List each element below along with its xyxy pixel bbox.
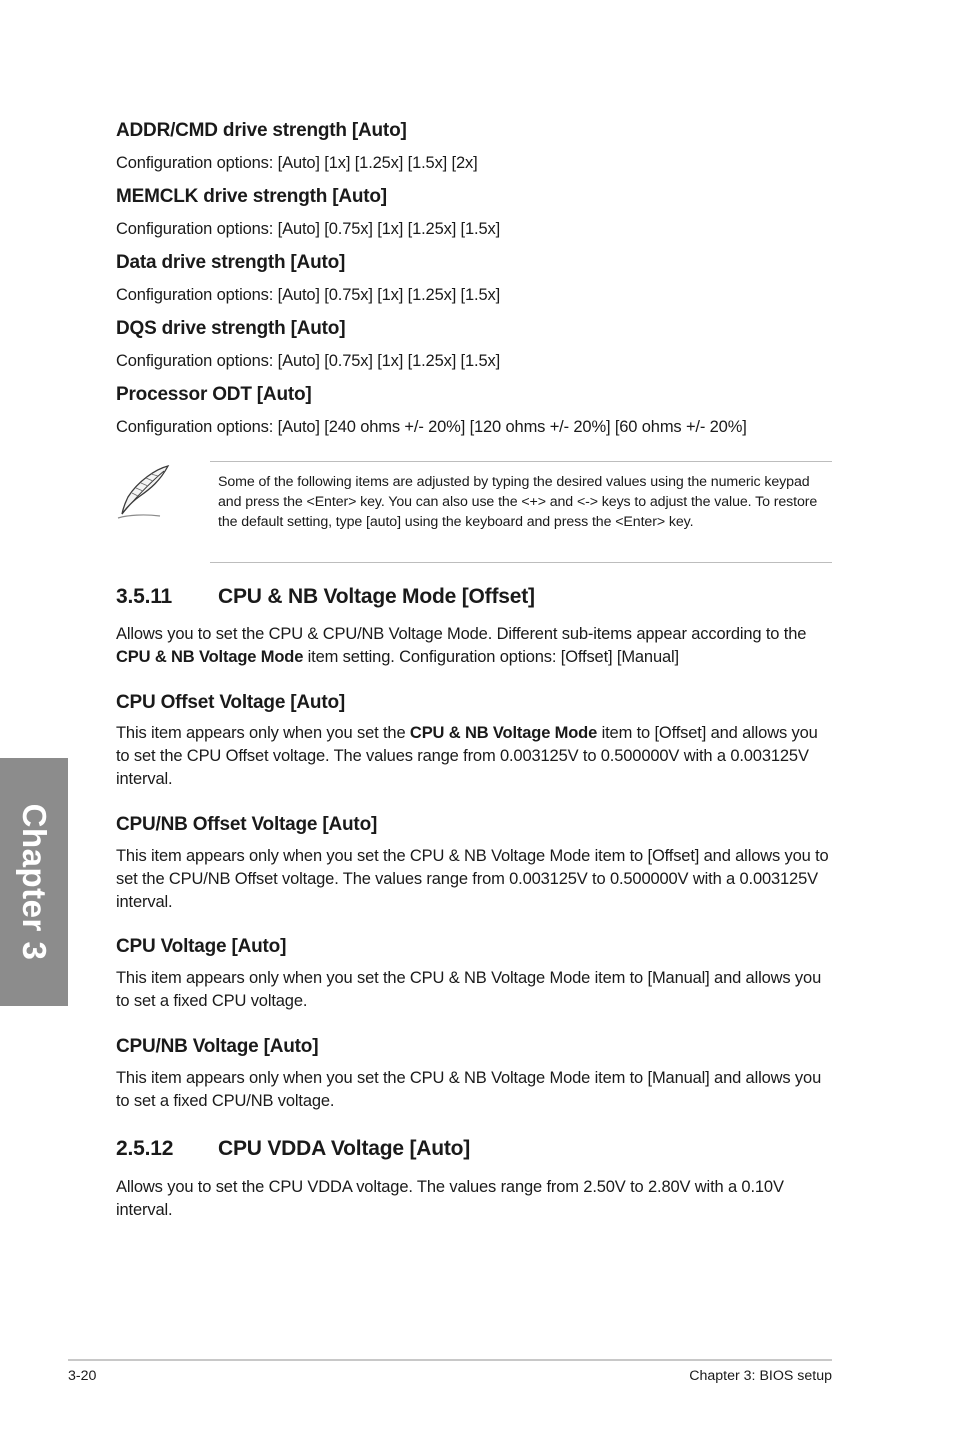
section-heading-3-5-11 (116, 585, 535, 609)
item-options-processor-odt: Configuration options: [Auto] [240 ohms +/- 20%] [120 ohms +/- 20%] [60 ohms +/- 20%] (116, 418, 747, 436)
item-heading-processor-odt: Processor ODT [Auto] (116, 384, 312, 405)
item-desc-cpu-offset (116, 722, 832, 791)
section-desc-2-5-12: Allows you to set the CPU VDDA voltage. The values range from 2.50V to 2.80V with a 0.10V interval. (116, 1178, 784, 1219)
intro-text-after: item setting. Configuration options: [Offset] [Manual] (303, 648, 679, 666)
item-options-data-drive: Configuration options: [Auto] [0.75x] [1x] [1.25x] [1.5x] (116, 286, 501, 304)
cpu-offset-text-after: item to [Offset] and allows you to set the CPU Offset voltage. The values range from 0.003125V to 0.500000V with a 0.003125V interval. (116, 724, 818, 788)
note-box (210, 461, 832, 563)
item-options-addr-cmd: Configuration options: [Auto] [1x] [1.25x] [1.5x] [2x] (116, 154, 478, 172)
item-heading-addr-cmd: ADDR/CMD drive strength [Auto] (116, 120, 407, 141)
item-heading-cpu-offset: CPU Offset Voltage [Auto] (116, 692, 345, 713)
cpu-offset-text-before: This item appears only when you set the (116, 724, 410, 742)
item-options-dqs-drive: Configuration options: [Auto] [0.75x] [1x] [1.25x] [1.5x] (116, 352, 501, 370)
item-desc-cpunb-offset: This item appears only when you set the CPU & NB Voltage Mode item to [Offset] and allows you to set the CPU/NB Offset voltage. The values range from 0.003125V to 0.500000V with a 0.003125V interval. (116, 847, 829, 911)
section-intro-3-5-11 (116, 623, 832, 669)
item-heading-cpunb-voltage: CPU/NB Voltage [Auto] (116, 1036, 319, 1057)
intro-text-before: Allows you to set the CPU & CPU/NB Voltage Mode. Different sub-items appear according to the (116, 625, 807, 643)
cpu-offset-text-bold: CPU & NB Voltage Mode (409, 724, 598, 742)
footer-chapter-title: Chapter 3: BIOS setup (689, 1368, 832, 1384)
section-title: CPU & NB Voltage Mode [Offset] (218, 585, 535, 608)
feather-pen-icon (116, 463, 174, 521)
footer-page-number: 3-20 (68, 1368, 97, 1384)
item-desc-cpunb-voltage: This item appears only when you set the CPU & NB Voltage Mode item to [Manual] and allows you to set a fixed CPU/NB voltage. (116, 1069, 822, 1110)
section-heading-2-5-12 (116, 1137, 470, 1161)
section-number: 3.5.11 (116, 585, 173, 608)
chapter-side-tab (0, 758, 68, 1006)
item-desc-cpu-voltage: This item appears only when you set the CPU & NB Voltage Mode item to [Manual] and allows you to set a fixed CPU voltage. (116, 969, 822, 1010)
item-heading-cpunb-offset: CPU/NB Offset Voltage [Auto] (116, 814, 378, 835)
item-heading-data-drive: Data drive strength [Auto] (116, 252, 346, 273)
intro-text-bold: CPU & NB Voltage Mode (116, 648, 304, 666)
note-text: Some of the following items are adjusted by typing the desired values using the numeric keypad and press the <Enter> key. You can also use the <+> and <-> keys to adjust the value. To restore the default setting, type [auto] using the keyboard and press the <Enter> key. (218, 474, 818, 530)
item-heading-memclk: MEMCLK drive strength [Auto] (116, 186, 387, 207)
item-options-memclk: Configuration options: [Auto] [0.75x] [1x] [1.25x] [1.5x] (116, 220, 501, 238)
section-number: 2.5.12 (116, 1137, 174, 1160)
item-heading-cpu-voltage: CPU Voltage [Auto] (116, 936, 287, 957)
footer-rule (68, 1359, 832, 1361)
chapter-side-tab-label: Chapter 3 (16, 803, 53, 961)
item-heading-dqs-drive: DQS drive strength [Auto] (116, 318, 346, 339)
section-title: CPU VDDA Voltage [Auto] (218, 1137, 471, 1160)
